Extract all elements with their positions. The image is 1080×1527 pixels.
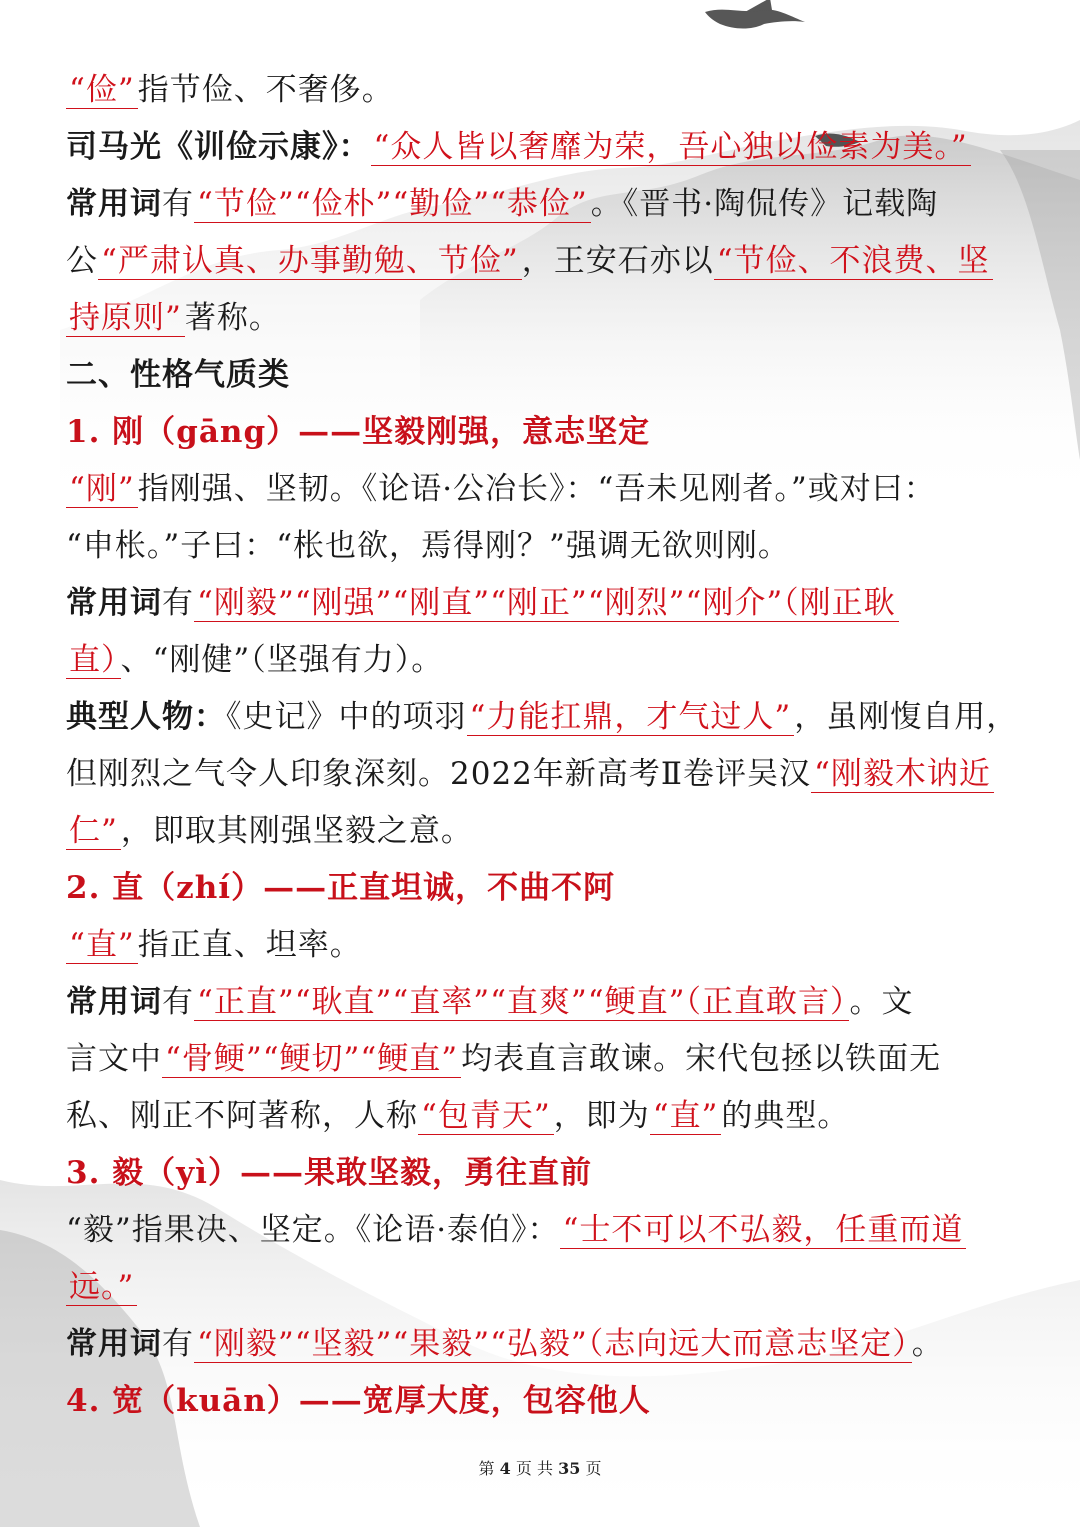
text-segment: 、“刚健”（坚强有力）。 <box>120 642 444 678</box>
text-line <box>66 1316 1016 1373</box>
text-line <box>66 290 1016 347</box>
text-line <box>66 119 1016 176</box>
text-segment: 。《晋书·陶侃传》记载陶 <box>590 186 939 222</box>
text-segment: 常用词 <box>66 186 162 222</box>
text-segment: 有 <box>162 186 194 222</box>
text-line <box>66 917 1016 974</box>
text-segment: 。文 <box>849 984 914 1020</box>
text-segment: 公 <box>66 243 98 279</box>
text-segment: 有 <box>162 585 194 621</box>
highlighted-phrase: “俭” <box>66 72 138 109</box>
text-segment: 常用词 <box>66 1326 162 1362</box>
text-segment: 典型人物： <box>66 699 226 735</box>
highlighted-phrase: 仁” <box>66 813 121 850</box>
text-segment: 均表直言敢谏。宋代包拯以铁面无 <box>461 1041 942 1077</box>
highlighted-phrase: “严肃认真、办事勤勉、节俭” <box>98 243 522 280</box>
text-segment: 有 <box>162 1326 194 1362</box>
section-heading: 2. 直（zhí）——正直坦诚，不曲不阿 <box>66 870 616 906</box>
footer-suffix: 页 <box>585 1459 602 1478</box>
text-line <box>66 632 1016 689</box>
highlighted-phrase: 直） <box>66 642 121 679</box>
highlighted-phrase: 远。” <box>66 1269 137 1306</box>
document-body <box>66 62 1019 1430</box>
current-page-number: 4 <box>499 1459 511 1478</box>
highlighted-phrase: “骨鲠”“鲠切”“鲠直” <box>162 1041 461 1078</box>
highlighted-phrase: “正直”“耿直”“直率”“直爽”“鲠直”（正直敢言） <box>194 984 849 1021</box>
text-segment: 司马光《训俭示康》： <box>66 129 371 165</box>
highlighted-phrase: “直” <box>650 1098 722 1135</box>
highlighted-phrase: “刚毅”“刚强”“刚直”“刚正”“刚烈”“刚介”（刚正耿 <box>194 585 899 622</box>
text-segment: 二、性格气质类 <box>66 357 290 393</box>
text-line <box>66 974 1016 1031</box>
highlighted-phrase: “力能扛鼎，才气过人” <box>467 699 795 736</box>
footer-middle: 页 共 <box>515 1459 553 1478</box>
text-segment: 指刚强、坚韧。《论语·公冶长》：“吾未见刚者。”或对曰： <box>137 471 936 507</box>
text-line <box>66 518 1016 575</box>
text-line <box>66 689 1019 746</box>
text-segment: ，即为 <box>553 1098 650 1134</box>
text-segment: 言文中 <box>66 1041 162 1077</box>
text-line <box>66 347 1016 404</box>
text-segment: “申枨。”子曰：“枨也欲，焉得刚？”强调无欲则刚。 <box>66 528 790 564</box>
page-footer <box>0 1456 1080 1479</box>
text-line <box>66 1088 1016 1145</box>
text-segment: 《史记》中的项羽 <box>226 699 467 735</box>
text-segment: 私、刚正不阿著称，人称 <box>66 1098 418 1134</box>
total-pages-number: 35 <box>558 1459 581 1478</box>
section-heading: 4. 宽（kuān）——宽厚大度，包容他人 <box>66 1383 651 1419</box>
text-line <box>66 461 1016 518</box>
footer-prefix: 第 <box>478 1459 495 1478</box>
text-segment: ，王安石亦以 <box>521 243 714 279</box>
text-line <box>66 176 1016 233</box>
text-segment: 常用词 <box>66 984 162 1020</box>
text-segment: 指节俭、不奢侈。 <box>137 72 394 108</box>
text-segment: 有 <box>162 984 194 1020</box>
highlighted-phrase: “刚毅木讷近 <box>811 756 994 793</box>
text-line <box>66 62 1016 119</box>
text-line <box>66 860 1016 917</box>
section-heading: 3. 毅（yì）——果敢坚毅，勇往直前 <box>66 1155 592 1191</box>
highlighted-phrase: “节俭”“俭朴”“勤俭”“恭俭” <box>194 186 591 223</box>
text-line <box>66 803 1016 860</box>
text-segment: 常用词 <box>66 585 162 621</box>
highlighted-phrase: “刚毅”“坚毅”“果毅”“弘毅”（志向远大而意志坚定） <box>194 1326 912 1363</box>
text-line <box>66 233 1016 290</box>
text-line <box>66 404 1016 461</box>
text-segment: ，虽刚愎自用， <box>794 699 1019 735</box>
highlighted-phrase: “直” <box>66 927 138 964</box>
text-line <box>66 1031 1016 1088</box>
text-line <box>66 575 1016 632</box>
text-segment: 著称。 <box>184 300 281 336</box>
text-segment: 。 <box>911 1326 944 1362</box>
highlighted-phrase: “节俭、不浪费、坚 <box>714 243 993 280</box>
highlighted-phrase: 持原则” <box>66 300 185 337</box>
text-segment: “毅”指果决、坚定。《论语·泰伯》： <box>66 1212 560 1248</box>
text-line <box>66 1145 1016 1202</box>
text-segment: ，即取其刚强坚毅之意。 <box>120 813 473 849</box>
text-segment: 指正直、坦率。 <box>137 927 362 963</box>
section-heading: 1. 刚（gāng）——坚毅刚强，意志坚定 <box>66 414 651 450</box>
highlighted-phrase: “刚” <box>66 471 138 508</box>
text-segment: 但刚烈之气令人印象深刻。2022年新高考Ⅱ卷评吴汉 <box>66 756 811 792</box>
highlighted-phrase: “包青天” <box>418 1098 554 1135</box>
highlighted-phrase: “众人皆以奢靡为荣，吾心独以俭素为美。” <box>371 129 971 166</box>
text-line <box>66 1373 1016 1430</box>
text-line <box>66 1202 1016 1259</box>
highlighted-phrase: “士不可以不弘毅，任重而道 <box>560 1212 967 1249</box>
text-segment: 的典型。 <box>721 1098 850 1134</box>
text-line <box>66 746 1016 803</box>
text-line <box>66 1259 1016 1316</box>
